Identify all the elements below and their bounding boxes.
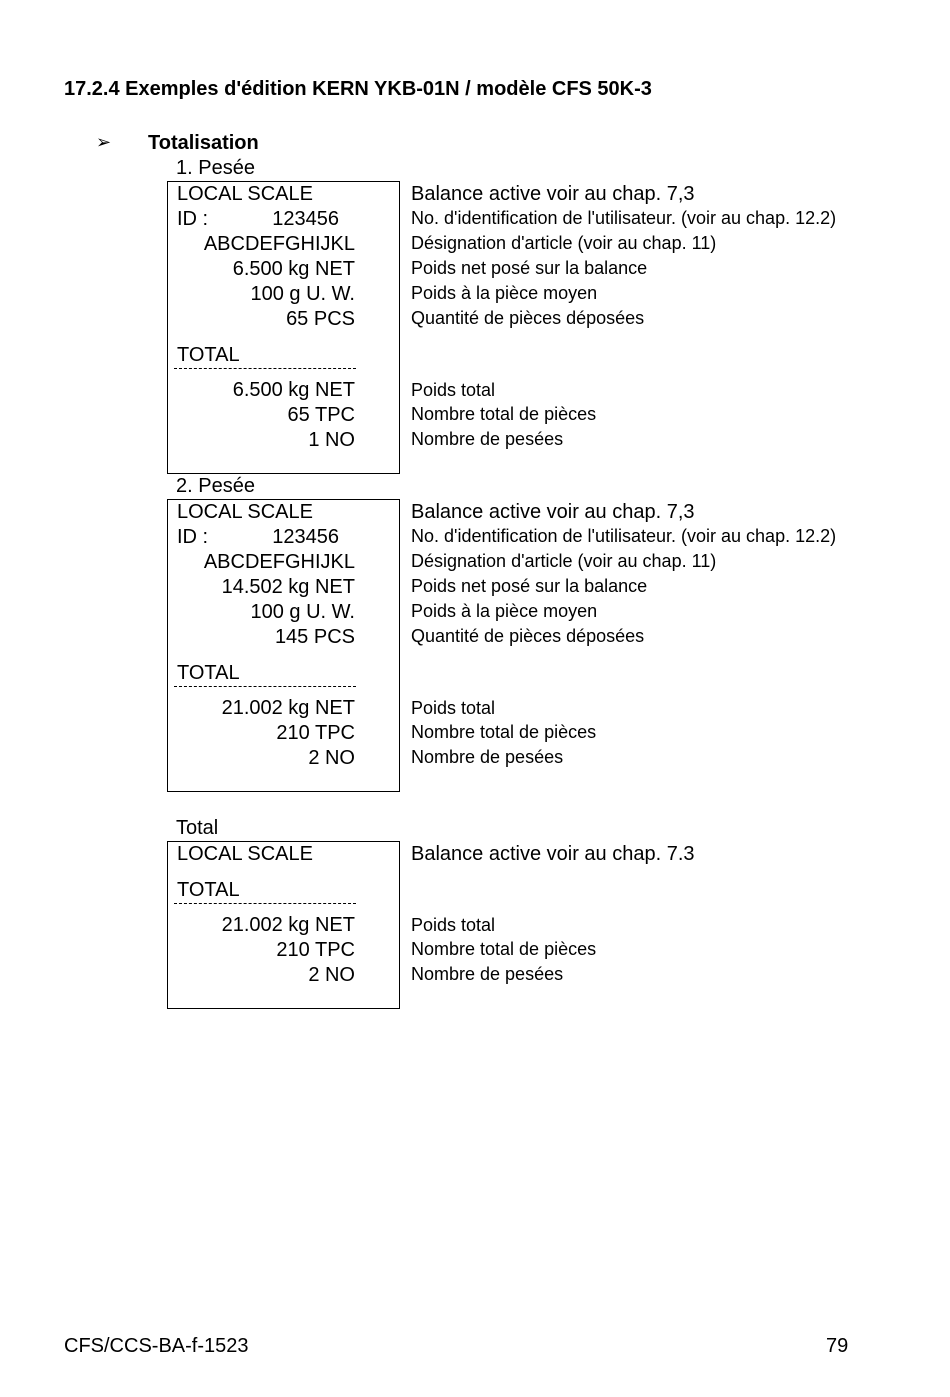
desc-article: Désignation d'article (voir au chap. 11): [411, 233, 717, 253]
printout-count: 1 NO: [308, 429, 355, 451]
weighing-1-label: 1. Pesée: [176, 157, 255, 179]
printout-total-pcs: 65 TPC: [287, 404, 355, 426]
printout-divider: [174, 686, 356, 687]
desc-total-weight: Poids total: [411, 380, 496, 400]
printout-unit-weight: 100 g U. W.: [250, 283, 355, 305]
total-label: Total: [176, 817, 219, 839]
desc-total-pcs: Nombre total de pièces: [411, 722, 597, 742]
printout-id-label: ID :: [177, 208, 209, 230]
desc-total-pcs: Nombre total de pièces: [411, 939, 597, 959]
bullet-title: Totalisation: [148, 132, 259, 154]
desc-total-pcs: Nombre total de pièces: [411, 404, 597, 424]
desc-count: Nombre de pesées: [411, 429, 564, 449]
printout-net: 14.502 kg NET: [221, 576, 355, 598]
printout-total: TOTAL: [177, 879, 240, 901]
desc-count: Nombre de pesées: [411, 964, 564, 984]
printout-line-scale: LOCAL SCALE: [177, 843, 313, 865]
desc-net: Poids net posé sur la balance: [411, 258, 648, 278]
desc-pcs: Quantité de pièces déposées: [411, 308, 645, 328]
desc-unit-weight: Poids à la pièce moyen: [411, 601, 598, 621]
printout-line-scale: LOCAL SCALE: [177, 501, 313, 523]
printout-total-pcs: 210 TPC: [276, 939, 355, 961]
printout-line-scale: LOCAL SCALE: [177, 183, 313, 205]
printout-total-net: 6.500 kg NET: [232, 379, 355, 401]
total-printout: [167, 841, 400, 1009]
printout-total: TOTAL: [177, 662, 240, 684]
printout-article: ABCDEFGHIJKL: [203, 233, 355, 255]
weighing-2-printout: [167, 499, 400, 792]
desc-balance-active: Balance active voir au chap. 7,3: [411, 183, 695, 205]
desc-total-weight: Poids total: [411, 698, 496, 718]
desc-user-id: No. d'identification de l'utilisateur. (voir au chap. 12.2): [411, 526, 837, 546]
printout-article: ABCDEFGHIJKL: [203, 551, 355, 573]
desc-user-id: No. d'identification de l'utilisateur. (voir au chap. 12.2): [411, 208, 837, 228]
desc-balance-active: Balance active voir au chap. 7,3: [411, 501, 695, 523]
printout-count: 2 NO: [308, 964, 355, 986]
printout-total: TOTAL: [177, 344, 240, 366]
desc-count: Nombre de pesées: [411, 747, 564, 767]
desc-unit-weight: Poids à la pièce moyen: [411, 283, 598, 303]
desc-article: Désignation d'article (voir au chap. 11): [411, 551, 717, 571]
desc-pcs: Quantité de pièces déposées: [411, 626, 645, 646]
printout-total-net: 21.002 kg NET: [221, 697, 355, 719]
desc-total-weight: Poids total: [411, 915, 496, 935]
printout-total-pcs: 210 TPC: [276, 722, 355, 744]
printout-id-value: 123456: [272, 208, 339, 230]
printout-pcs: 145 PCS: [274, 626, 355, 648]
printout-divider: [174, 903, 356, 904]
printout-divider: [174, 368, 356, 369]
footer-doc-id: CFS/CCS-BA-f-1523: [64, 1335, 249, 1357]
printout-id-label: ID :: [177, 526, 209, 548]
weighing-2-label: 2. Pesée: [176, 475, 255, 497]
printout-net: 6.500 kg NET: [232, 258, 355, 280]
desc-net: Poids net posé sur la balance: [411, 576, 648, 596]
page-number: 79: [826, 1335, 849, 1357]
printout-pcs: 65 PCS: [286, 308, 355, 330]
printout-unit-weight: 100 g U. W.: [250, 601, 355, 623]
printout-count: 2 NO: [308, 747, 355, 769]
desc-balance-active-total: Balance active voir au chap. 7.3: [411, 843, 695, 865]
weighing-1-printout: [167, 181, 400, 474]
arrow-bullet-icon: ➢: [96, 132, 112, 152]
printout-id-value: 123456: [272, 526, 339, 548]
section-heading: 17.2.4 Exemples d'édition KERN YKB-01N / modèle CFS 50K-3: [64, 78, 652, 100]
printout-total-net: 21.002 kg NET: [221, 914, 355, 936]
